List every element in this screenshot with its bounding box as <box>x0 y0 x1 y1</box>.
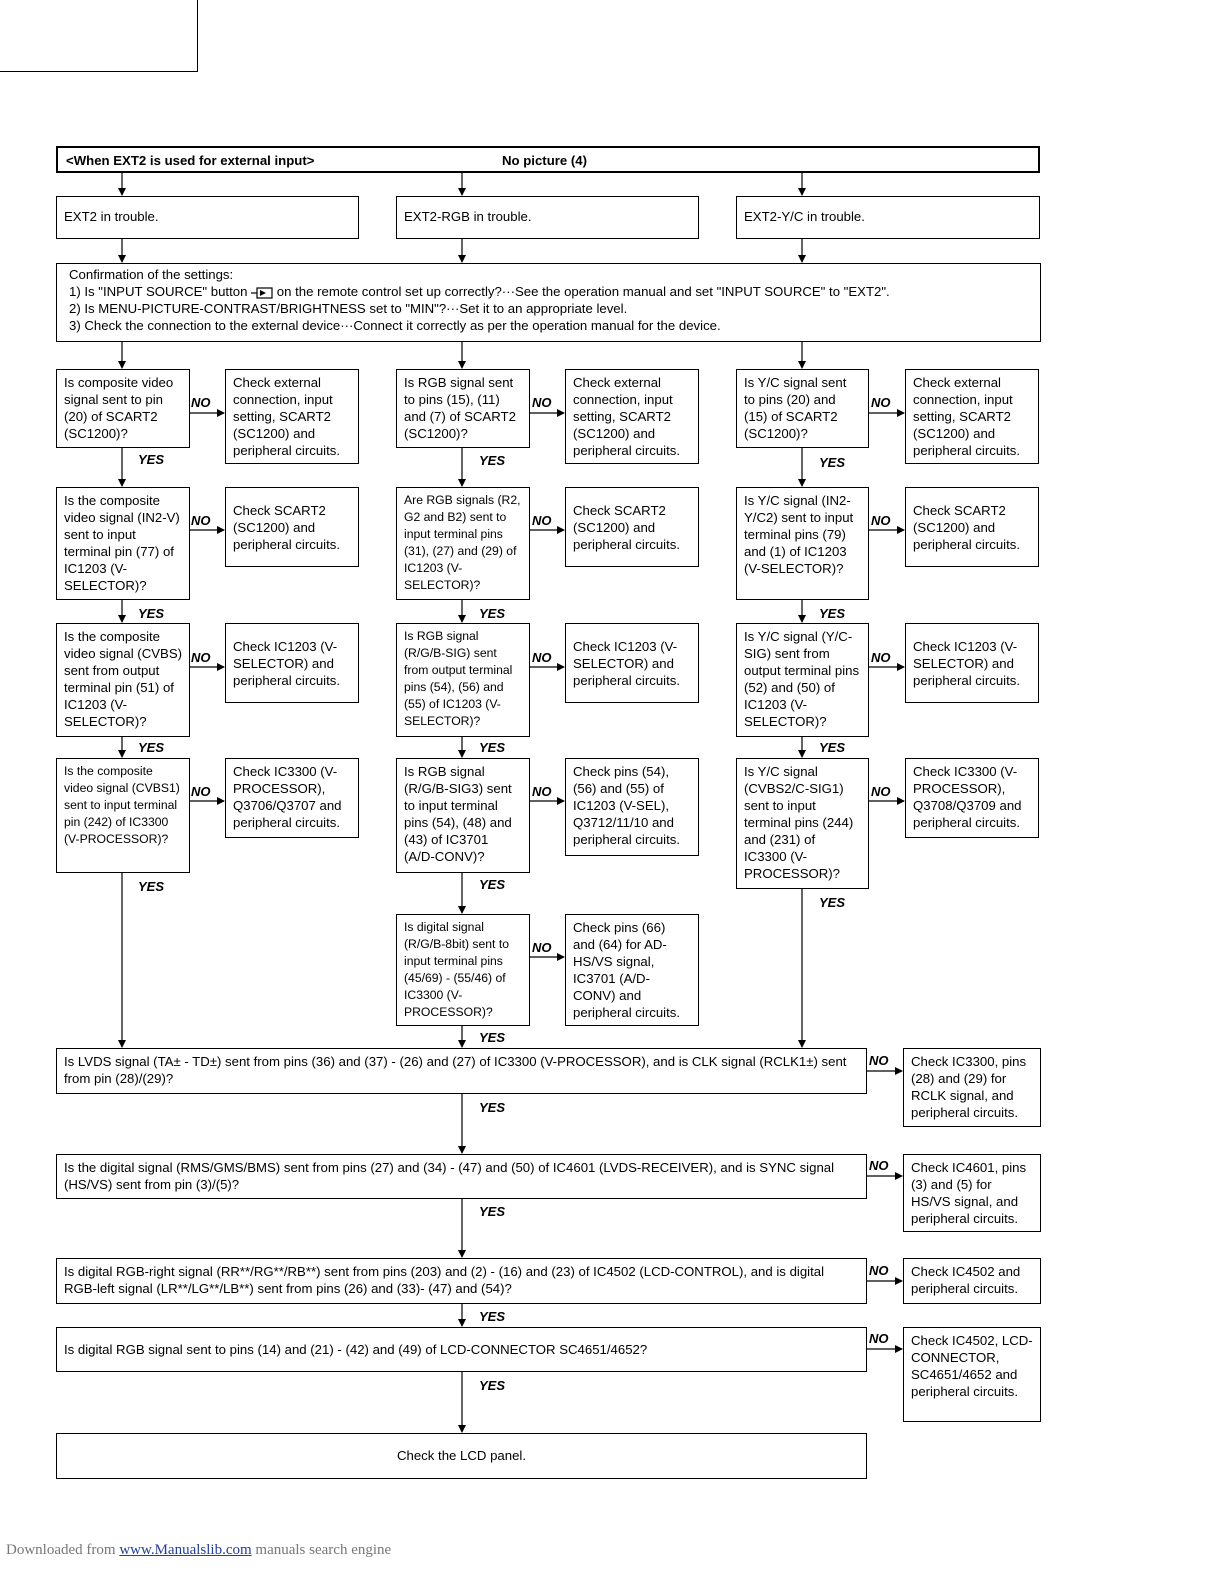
no-label: NO <box>191 395 211 410</box>
bottom-question-2: Is the digital signal (RMS/GMS/BMS) sent from pins (27) and (34) - (47) and (50) of IC4601 (LVDS-RECEIVER), and is SYNC signal (HS/VS) sent from pin (3)/(5)? <box>56 1154 867 1199</box>
bottom-question-1: Is LVDS signal (TA± - TD±) sent from pins (36) and (37) - (26) and (27) of IC3300 (V-PROCESSOR), and is CLK signal (RCLK1±) sent from pin (28)/(29)? <box>56 1048 867 1094</box>
bottom-action-2: Check IC4601, pins (3) and (5) for HS/VS signal, and peripheral circuits. <box>903 1154 1041 1232</box>
no-label: NO <box>869 1053 889 1068</box>
bottom-action-3: Check IC4502 and peripheral circuits. <box>903 1258 1041 1304</box>
header-condition: <When EXT2 is used for external input> <box>66 153 315 168</box>
col2-question-4: Is RGB signal (R/G/B-SIG3) sent to input terminal pins (54), (48) and (43) of IC3701 (A/D-CONV)? <box>396 758 530 873</box>
settings-title: Confirmation of the settings: <box>69 267 234 282</box>
no-label: NO <box>532 650 552 665</box>
final-check-lcd-panel: Check the LCD panel. <box>56 1433 867 1479</box>
no-label: NO <box>532 940 552 955</box>
yes-label: YES <box>479 1309 506 1324</box>
col3-action-4: Check IC3300 (V-PROCESSOR), Q3708/Q3709 and peripheral circuits. <box>905 758 1039 838</box>
no-label: NO <box>869 1331 889 1346</box>
yes-label: YES <box>819 606 846 621</box>
settings-line-3: 3) Check the connection to the external device···Connect it correctly as per the operation manual for the device. <box>69 318 721 333</box>
col3-action-1: Check external connection, input setting, SCART2 (SC1200) and peripheral circuits. <box>905 369 1039 464</box>
bottom-question-4: Is digital RGB signal sent to pins (14) and (21) - (42) and (49) of LCD-CONNECTOR SC4651/4652? <box>56 1327 867 1372</box>
col1-action-3: Check IC1203 (V-SELECTOR) and peripheral circuits. <box>225 623 359 703</box>
yes-label: YES <box>479 606 506 621</box>
bottom-action-1: Check IC3300, pins (28) and (29) for RCLK signal, and peripheral circuits. <box>903 1048 1041 1127</box>
bottom-question-3: Is digital RGB-right signal (RR**/RG**/RB**) sent from pins (203) and (2) - (16) and (23) of IC4502 (LCD-CONTROL), and is digital RGB-left signal (LR**/LG**/LB**) sent from pins (26) and (33)- (47) and (54)? <box>56 1258 867 1304</box>
col1-question-4: Is the composite video signal (CVBS1) sent to input terminal pin (242) of IC3300 (V-PROCESSOR)? <box>56 758 190 873</box>
no-label: NO <box>532 513 552 528</box>
settings-line-1b: on the remote control set up correctly?···See the operation manual and set "INPUT SOURCE" to "EXT2". <box>276 284 890 299</box>
col1-action-4: Check IC3300 (V-PROCESSOR), Q3706/Q3707 and peripheral circuits. <box>225 758 359 838</box>
yes-label: YES <box>819 740 846 755</box>
page-title: No picture (4) <box>502 153 587 168</box>
yes-label: YES <box>479 740 506 755</box>
footer-suffix: manuals search engine <box>255 1542 392 1558</box>
no-label: NO <box>191 650 211 665</box>
footer-prefix: Downloaded from <box>6 1542 116 1558</box>
col2-action-4: Check pins (54), (56) and (55) of IC1203 (V-SEL), Q3712/11/10 and peripheral circuits. <box>565 758 699 856</box>
col2-action-2: Check SCART2 (SC1200) and peripheral circuits. <box>565 487 699 567</box>
yes-label: YES <box>138 740 165 755</box>
yes-label: YES <box>479 1030 506 1045</box>
no-label: NO <box>532 784 552 799</box>
col1-question-1: Is composite video signal sent to pin (20) of SCART2 (SC1200)? <box>56 369 190 448</box>
col2-question-1: Is RGB signal sent to pins (15), (11) and (7) of SCART2 (SC1200)? <box>396 369 530 448</box>
trouble-ext2: EXT2 in trouble. <box>56 196 359 239</box>
yes-label: YES <box>479 1378 506 1393</box>
yes-label: YES <box>479 453 506 468</box>
settings-confirmation <box>56 263 1041 342</box>
yes-label: YES <box>138 452 165 467</box>
no-label: NO <box>871 784 891 799</box>
col3-question-3: Is Y/C signal (Y/C-SIG) sent from output terminal pins (52) and (50) of IC1203 (V-SELECTOR)? <box>736 623 869 737</box>
col3-question-4: Is Y/C signal (CVBS2/C-SIG1) sent to input terminal pins (244) and (231) of IC3300 (V-PROCESSOR)? <box>736 758 869 889</box>
settings-line-1a: 1) Is "INPUT SOURCE" button <box>69 284 248 299</box>
col3-question-1: Is Y/C signal sent to pins (20) and (15) of SCART2 (SC1200)? <box>736 369 869 448</box>
col2-question-2: Are RGB signals (R2, G2 and B2) sent to input terminal pins (31), (27) and (29) of IC1203 (V-SELECTOR)? <box>396 487 530 600</box>
no-label: NO <box>191 784 211 799</box>
header-bar <box>56 146 1040 173</box>
col1-action-2: Check SCART2 (SC1200) and peripheral circuits. <box>225 487 359 567</box>
yes-label: YES <box>819 895 846 910</box>
col2-question-3: Is RGB signal (R/G/B-SIG) sent from output terminal pins (54), (56) and (55) of IC1203 (V-SELECTOR)? <box>396 623 530 737</box>
col2-question-5: Is digital signal (R/G/B-8bit) sent to input terminal pins (45/69) - (55/46) of IC3300 (V-PROCESSOR)? <box>396 914 530 1026</box>
no-label: NO <box>191 513 211 528</box>
no-label: NO <box>871 650 891 665</box>
yes-label: YES <box>819 455 846 470</box>
no-label: NO <box>871 395 891 410</box>
col2-action-3: Check IC1203 (V-SELECTOR) and peripheral circuits. <box>565 623 699 703</box>
no-label: NO <box>869 1158 889 1173</box>
col3-action-3: Check IC1203 (V-SELECTOR) and peripheral circuits. <box>905 623 1039 703</box>
col2-action-5: Check pins (66) and (64) for AD-HS/VS signal, IC3701 (A/D-CONV) and peripheral circuits. <box>565 914 699 1026</box>
col1-question-2: Is the composite video signal (IN2-V) sent to input terminal pin (77) of IC1203 (V-SELECTOR)? <box>56 487 190 600</box>
no-label: NO <box>532 395 552 410</box>
yes-label: YES <box>138 606 165 621</box>
input-source-icon <box>251 287 273 299</box>
yes-label: YES <box>479 1204 506 1219</box>
yes-label: YES <box>479 877 506 892</box>
col1-action-1: Check external connection, input setting, SCART2 (SC1200) and peripheral circuits. <box>225 369 359 464</box>
settings-line-2: 2) Is MENU-PICTURE-CONTRAST/BRIGHTNESS set to "MIN"?···Set it to an appropriate level. <box>69 301 628 316</box>
trouble-ext2-yc: EXT2-Y/C in trouble. <box>736 196 1040 239</box>
settings-line-1 <box>69 283 1028 300</box>
yes-label: YES <box>138 879 165 894</box>
no-label: NO <box>871 513 891 528</box>
col3-question-2: Is Y/C signal (IN2-Y/C2) sent to input terminal pins (79) and (1) of IC1203 (V-SELECTOR)? <box>736 487 869 600</box>
manualslib-link[interactable]: www.Manualslib.com <box>119 1542 252 1558</box>
yes-label: YES <box>479 1100 506 1115</box>
col2-action-1: Check external connection, input setting, SCART2 (SC1200) and peripheral circuits. <box>565 369 699 464</box>
bottom-action-4: Check IC4502, LCD-CONNECTOR, SC4651/4652 and peripheral circuits. <box>903 1327 1041 1422</box>
col3-action-2: Check SCART2 (SC1200) and peripheral circuits. <box>905 487 1039 567</box>
trouble-ext2-rgb: EXT2-RGB in trouble. <box>396 196 699 239</box>
download-footer <box>6 1542 391 1559</box>
col1-question-3: Is the composite video signal (CVBS) sent from output terminal pin (51) of IC1203 (V-SELECTOR)? <box>56 623 190 737</box>
no-label: NO <box>869 1263 889 1278</box>
